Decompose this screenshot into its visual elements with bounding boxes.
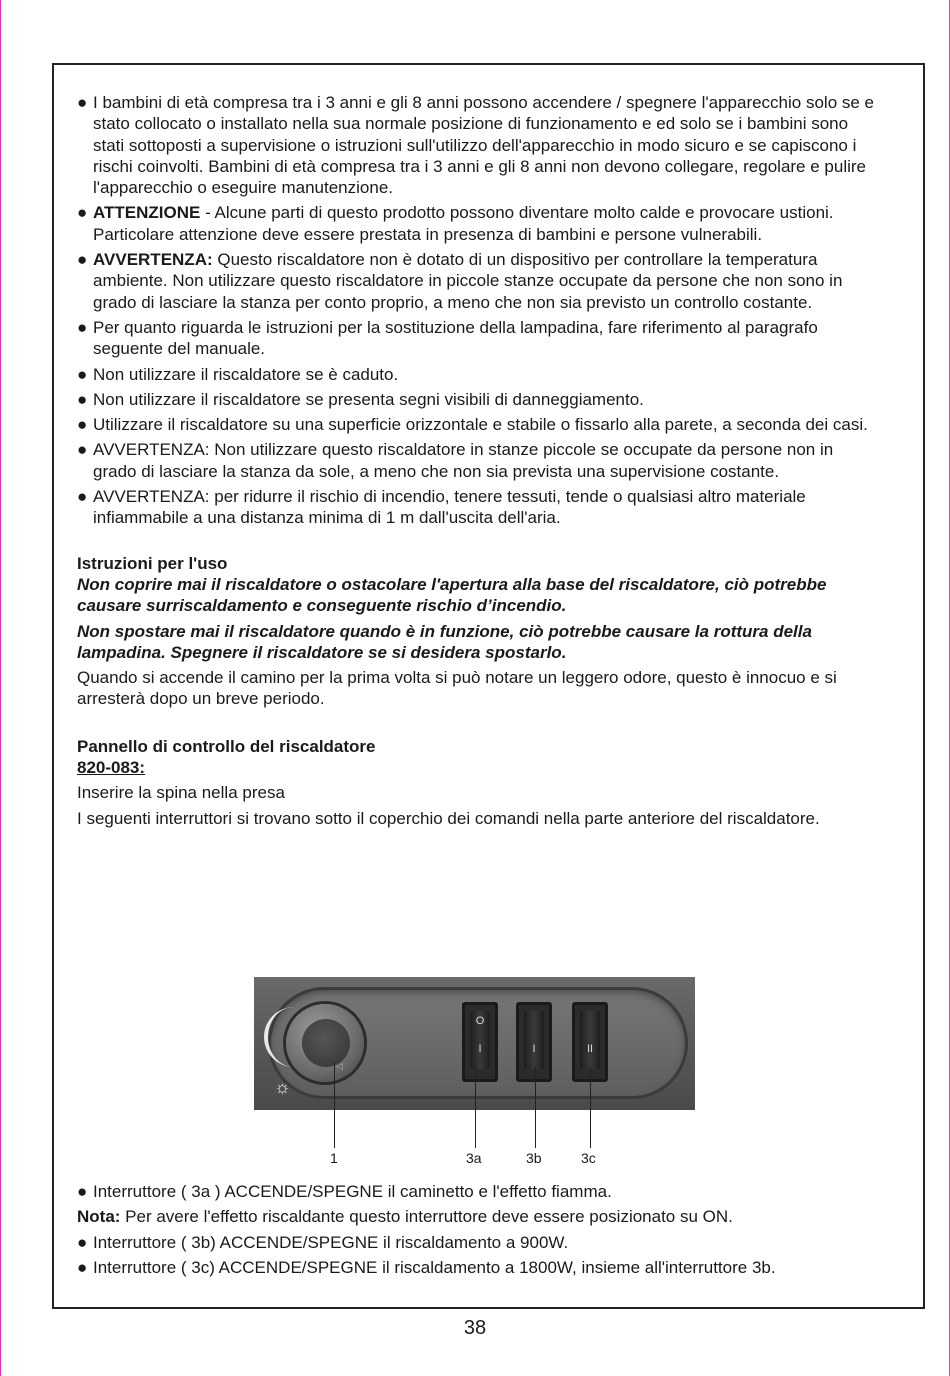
bullet-text: Non utilizzare il riscaldatore se presenta segni visibili di danneggiamento. [93,389,644,409]
bullet-text: Interruttore ( 3b) ACCENDE/SPEGNE il riscaldamento a 900W. [93,1232,569,1252]
switch-glyph: II [586,1043,594,1055]
switch-glyph-on: I [478,1043,482,1055]
bullet-small-rooms [77,439,877,482]
bullet-text: Per quanto riguarda le istruzioni per la sostituzione della lampadina, fare riferimento al paragrafo seguente del manuale. [93,317,818,359]
bullet-dot: ● [77,487,88,507]
bullet-dot: ● [77,364,88,384]
usage-warning-move: Non spostare mai il riscaldatore quando è in funzione, ciò potrebbe causare la rottura della lampadina. Spegnere il riscaldatore se si desidera spostarlo. [77,621,812,662]
switch-note-3b [77,1232,877,1253]
panel-heading: Pannello di controllo del riscaldatore [77,736,376,756]
bullet-attenzione [77,202,877,245]
bullet-dot: ● [77,440,88,460]
switch-glyph: I [532,1043,536,1055]
usage-odor-note: Quando si accende il camino per la prima volta si può notare un leggero odore, questo è innocuo e si arresterà dopo un breve periodo. [77,668,837,709]
usage-warning-cover: Non coprire mai il riscaldatore o ostacolare l'apertura alla base del riscaldatore, ciò potrebbe causare surriscaldamento e conseguente rischio d’incendio. [77,574,827,616]
rocker [580,1011,600,1069]
bullet-text: AVVERTENZA: per ridurre il rischio di incendio, tenere tessuti, tende o qualsiasi altro materiale infiammabile a una distanza minima di 1 m dall'uscita dell'aria. [93,487,806,528]
bullet-bold: AVVERTENZA: [93,250,213,270]
bullet-text: Non utilizzare il riscaldatore se è caduto. [93,364,399,384]
bullet-text: Interruttore ( 3c) ACCENDE/SPEGNE il riscaldamento a 1800W, insieme all'interruttore 3b. [93,1257,776,1277]
bullet-surface [77,414,877,435]
bullet-dot: ● [77,250,88,270]
bullet-dot: ● [77,1232,88,1252]
switch-3b [516,1002,552,1082]
bullet-dot: ● [77,203,88,223]
callout-3c: 3c [581,1150,596,1166]
bullet-children-use [77,92,877,198]
knob-arrow-icon: ◁ [336,1061,343,1071]
bullet-text: AVVERTENZA: Non utilizzare questo riscaldatore in stanze piccole se occupate da persone non in grado di lasciare la stanza da sole, a meno che non sia prevista una supervisione costante. [93,440,834,481]
control-knob [302,1019,350,1067]
rocker [524,1011,544,1069]
bullet-dot: ● [77,1257,88,1277]
bullet-dot: ● [77,1182,88,1201]
switch-note-3a [77,1181,877,1202]
bullet-bold: ATTENZIONE [93,203,201,223]
bullet-lamp [77,317,877,360]
nota-label: Nota: [77,1207,121,1227]
switch-glyph-off: O [475,1015,485,1027]
bullet-text: Questo riscaldatore non è dotato di un dispositivo per controllare la temperatura ambiente. Non utilizzare questo riscaldatore in piccole stanze occupate da persone che non sono in grado di lasciare la stanza per conto proprio, a meno che non sia previsto un controllo costante. [93,250,843,312]
panel-line-switches: I seguenti interruttori si trovano sotto il coperchio dei comandi nella parte anteriore del riscaldatore. [77,808,820,828]
model-number: 820-083: [77,758,146,778]
bullet-dropped [77,364,877,385]
page-number: 38 [463,1317,487,1339]
bullet-dot: ● [77,93,88,112]
bullet-text: - Alcune parti di questo prodotto possono diventare molto calde e provocare ustioni. Particolare attenzione deve essere prestata in presenza di bambini e persone vulnerabili. [93,203,834,244]
main-content [77,92,877,833]
bullet-dot: ● [77,415,88,435]
usage-heading: Istruzioni per l'uso [77,553,228,573]
bullet-dot: ● [77,389,88,409]
switch-note-3c [77,1257,877,1278]
leader-line-3b [535,1066,536,1148]
leader-line-3a [475,1066,476,1148]
bullet-dot: ● [77,317,88,337]
switch-3a [462,1002,498,1082]
panel-line-plug: Inserire la spina nella presa [77,783,285,803]
nota-line [77,1206,877,1227]
brightness-icon: ☼ [274,1077,291,1097]
nota-text: Per avere l'effetto riscaldante questo interruttore deve essere posizionato su ON. [120,1207,733,1227]
bullet-text: Interruttore ( 3a ) ACCENDE/SPEGNE il caminetto e l'effetto fiamma. [93,1182,612,1201]
switch-notes [77,1181,877,1282]
bullet-text: Utilizzare il riscaldatore su una superficie orizzontale e stabile o fissarlo alla parete, a seconda dei casi. [93,415,868,435]
callout-knob: 1 [330,1150,338,1166]
callout-3a: 3a [466,1150,482,1166]
bullet-fire-risk [77,486,877,529]
leader-line-1 [334,1062,335,1148]
page-edge-left [0,0,1,1376]
leader-line-3c [590,1066,591,1148]
bullet-text: I bambini di età compresa tra i 3 anni e gli 8 anni possono accendere / spegnere l'apparecchio solo se e stato collocato o installato nella sua normale posizione di funzionamento e ed solo se i bambini sono stati sottoposti a supervisione o istruzioni sull'utilizzo dell'apparecchio in modo sicuro e se capiscono i rischi coinvolti. Bambini di età compresa tra i 3 anni e gli 8 anni non devono collegare, regolare e pulire l'apparecchio o eseguire manutenzione. [93,93,875,198]
bullet-damaged [77,389,877,410]
bullet-avvertenza-thermostat [77,249,877,313]
callout-3b: 3b [526,1150,542,1166]
